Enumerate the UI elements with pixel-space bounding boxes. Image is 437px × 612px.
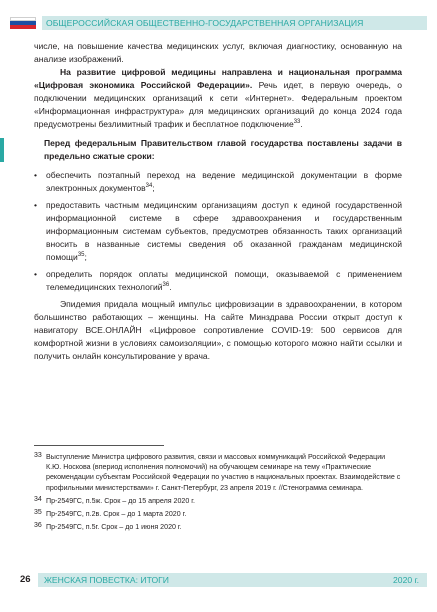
footnote-35 — [34, 509, 402, 519]
footnote-text: Выступление Министра цифрового развития, связи и массовых коммуникаций Российской Федерации К.Ю. Носкова (впериод исполнения полномочий) на обучающем семинаре на тему «Практические рекомендации субъектам Российской Федерации по участию в национальных проектах. Взаимодействие с профильными министерствами» г. Санкт-Петербург, 23 апреля 2019 г. //Стенограмма семинара. — [46, 453, 401, 492]
footnote-text: Пр-2549ГС, п.5г. Срок – до 1 июня 2020 г. — [46, 523, 182, 532]
paragraph-1: числе, на повышение качества медицинских услуг, включая диагностику, основанную на анализе изображений. — [34, 41, 402, 64]
list-item-text: обеспечить поэтапный переход на ведение медицинской документации в форме электронных документов — [46, 170, 402, 193]
footnote-33 — [34, 452, 402, 493]
list-item-text: определить порядок оплаты медицинской помощи, оказываемой с применением телемедицинских технологий — [46, 269, 402, 292]
footer-year: 2020 г. — [393, 575, 419, 585]
paragraph-2-text: Речь идет, в первую очередь, о подключении медицинских организаций к сети «Интернет». Федеральным проектом «Информационная инфраструктура» для медицинских организаций до конца 2024 года предусмотрены безлимитный трафик и бесплатное подключение — [34, 80, 403, 129]
highlight-bar — [0, 138, 4, 162]
list-item — [34, 199, 402, 264]
footnote-ref-34[interactable]: 34 — [145, 183, 153, 190]
footnote-ref-35[interactable]: 35 — [77, 252, 85, 259]
bullet-icon: • — [34, 170, 37, 180]
footnote-text: Пр-2549ГС, п.2в. Срок – до 1 марта 2020 г. — [46, 510, 187, 519]
paragraph-2-lead: На развитие цифровой медицины направлена и национальная программа «Цифровая экономика Российской Федерации». — [34, 67, 402, 90]
paragraph-2-end: . — [300, 119, 303, 129]
footnotes — [34, 452, 402, 535]
footnote-ref-36[interactable]: 36 — [162, 282, 170, 289]
list-item-end: ; — [152, 183, 155, 193]
bullet-icon: • — [34, 269, 37, 279]
footnote-34 — [34, 496, 402, 506]
list-item-text: предоставить частным медицинским организациям доступ к единой государственной информационной системе в сфере здравоохранения и государственным информационным системам субъектов, предусмотрев обязанность таких организаций вносить в названные системы сведения об оказанной гражданам медицинской помощи — [46, 200, 402, 262]
footnote-number: 34 — [34, 495, 42, 503]
paragraph-2 — [34, 66, 402, 131]
russian-flag-icon — [10, 17, 36, 29]
footer-title: ЖЕНСКАЯ ПОВЕСТКА: ИТОГИ — [44, 575, 169, 585]
list-item — [34, 169, 402, 195]
page-header — [10, 14, 427, 32]
footnote-36 — [34, 522, 402, 532]
footnote-number: 36 — [34, 522, 42, 530]
highlight-text: Перед федеральным Правительством главой государства поставлены задачи в предельно сжатые сроки: — [44, 138, 402, 161]
list-item-end: . — [169, 282, 172, 292]
bullet-icon: • — [34, 200, 37, 210]
footnote-separator — [34, 445, 164, 446]
footnote-number: 35 — [34, 509, 42, 517]
footnote-ref-33[interactable]: 33 — [293, 119, 301, 126]
page-footer — [10, 572, 427, 588]
main-text — [34, 40, 402, 363]
page-number: 26 — [20, 574, 31, 585]
footnote-number: 33 — [34, 452, 42, 459]
footnote-text: Пр-2549ГС, п.5ж. Срок – до 15 апреля 2020 г. — [46, 496, 195, 505]
list-item — [34, 268, 402, 294]
header-organization: ОБЩЕРОССИЙСКАЯ ОБЩЕСТВЕННО-ГОСУДАРСТВЕННАЯ ОРГАНИЗАЦИЯ — [46, 18, 364, 28]
paragraph-3: Эпидемия придала мощный импульс цифровизации в здравоохранении, в котором большинство работающих – женщины. На сайте Минздрава России открыт доступ к навигатору ВСЕ.ОНЛАЙН «Цифровое сопротивление COVID-19: 500 сервисов для комфортной жизни в условиях самоизоляции», с помощью которого можно найти ссылки и получить онлайн консультирование у врача. — [34, 299, 402, 361]
list-item-end: ; — [84, 252, 87, 262]
task-list — [34, 169, 402, 294]
highlight-block — [34, 137, 402, 163]
